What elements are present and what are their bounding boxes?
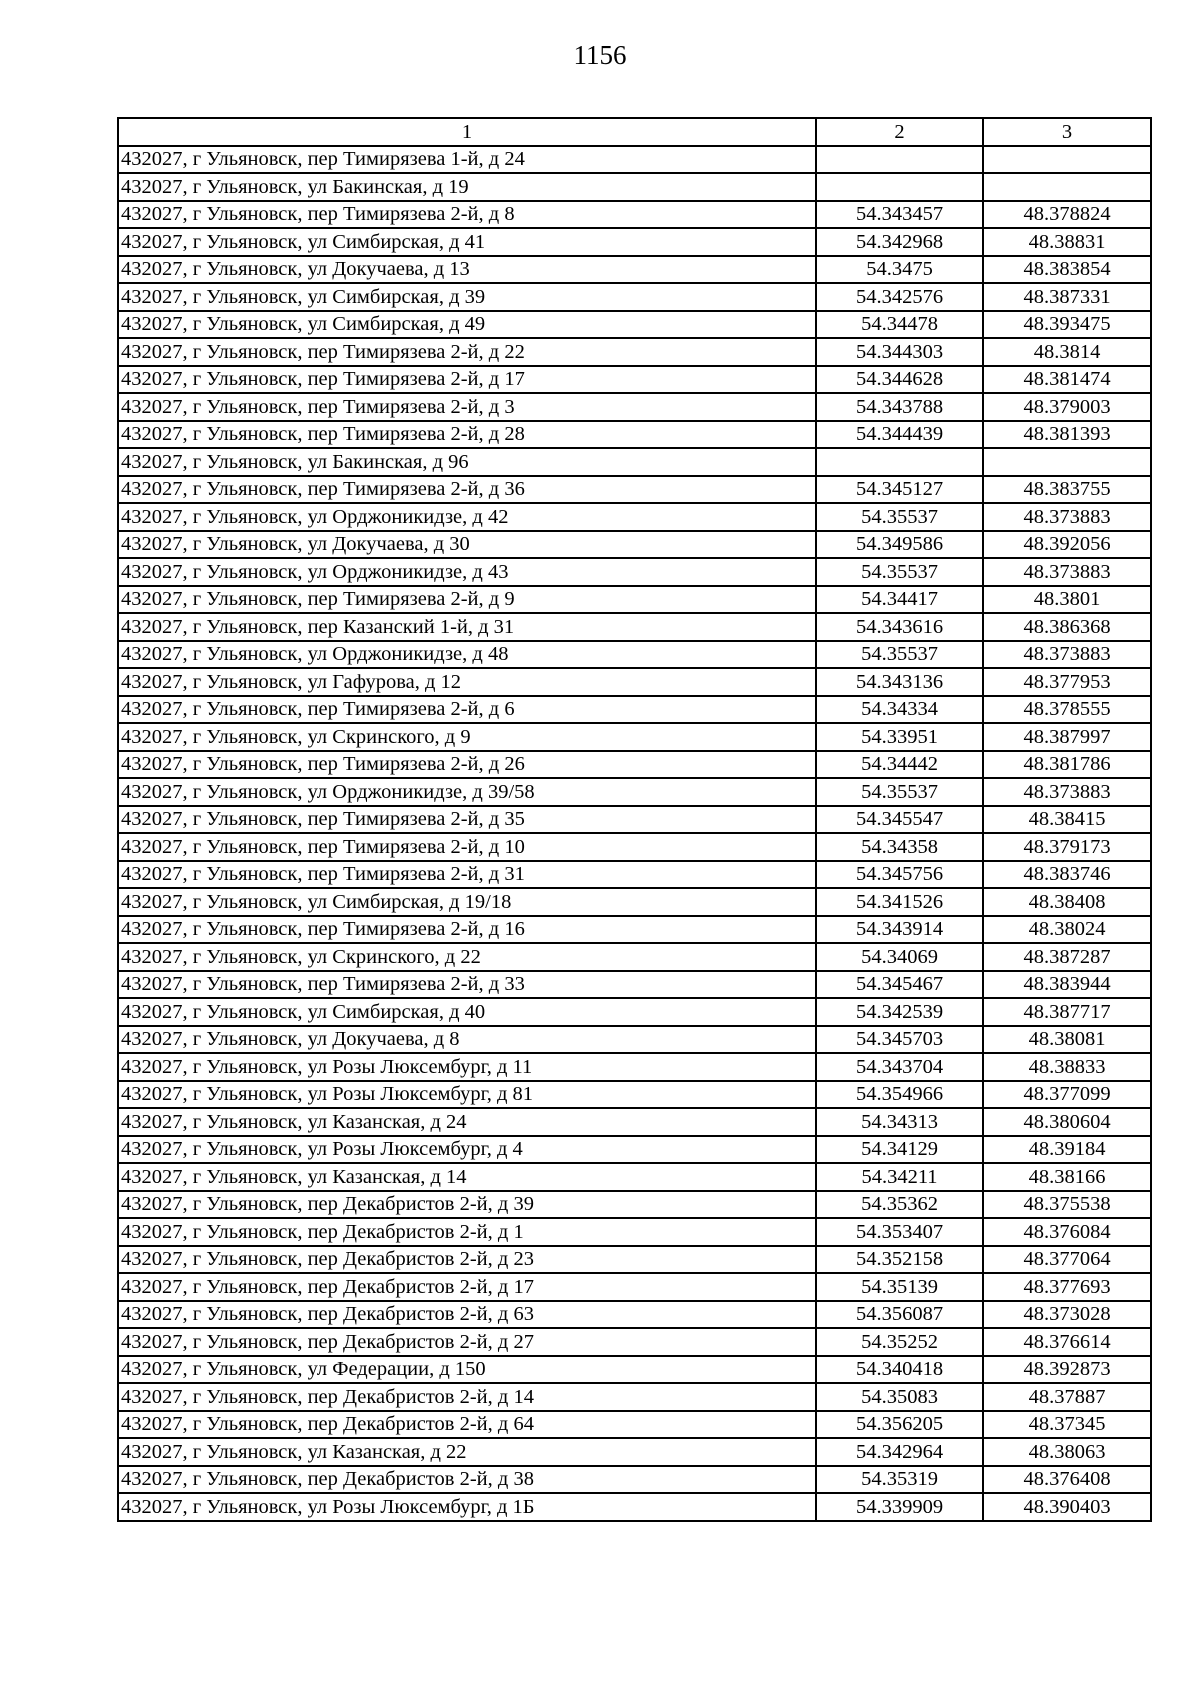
table-row [118,971,1151,999]
address-coordinates-table [117,117,1152,1522]
table-row [118,1218,1151,1246]
address-cell: 432027, г Ульяновск, ул Скринского, д 9 [118,723,816,751]
longitude-cell: 48.39184 [983,1136,1151,1164]
table-row [118,613,1151,641]
longitude-cell [983,146,1151,174]
latitude-cell: 54.35362 [816,1191,983,1219]
latitude-cell: 54.35139 [816,1273,983,1301]
table-row [118,1356,1151,1384]
table-header [118,118,1151,146]
longitude-cell: 48.373883 [983,503,1151,531]
latitude-cell: 54.34129 [816,1136,983,1164]
table-body [118,146,1151,1521]
table-row [118,1328,1151,1356]
address-cell: 432027, г Ульяновск, пер Декабристов 2-й, д 14 [118,1383,816,1411]
longitude-cell: 48.377099 [983,1081,1151,1109]
address-cell: 432027, г Ульяновск, пер Декабристов 2-й, д 17 [118,1273,816,1301]
address-cell: 432027, г Ульяновск, ул Розы Люксембург, д 11 [118,1053,816,1081]
latitude-cell: 54.345467 [816,971,983,999]
latitude-cell: 54.343616 [816,613,983,641]
table-row [118,366,1151,394]
table-row [118,228,1151,256]
longitude-cell: 48.392873 [983,1356,1151,1384]
address-cell: 432027, г Ульяновск, пер Казанский 1-й, д 31 [118,613,816,641]
longitude-cell: 48.377953 [983,668,1151,696]
address-cell: 432027, г Ульяновск, ул Докучаева, д 13 [118,256,816,284]
table-row [118,448,1151,476]
longitude-cell: 48.387997 [983,723,1151,751]
longitude-cell: 48.379173 [983,833,1151,861]
longitude-cell: 48.38415 [983,806,1151,834]
table-row [118,1273,1151,1301]
table-row [118,1163,1151,1191]
latitude-cell: 54.342576 [816,283,983,311]
latitude-cell: 54.340418 [816,1356,983,1384]
latitude-cell [816,173,983,201]
longitude-cell: 48.387331 [983,283,1151,311]
address-cell: 432027, г Ульяновск, ул Бакинская, д 19 [118,173,816,201]
latitude-cell: 54.342964 [816,1438,983,1466]
latitude-cell: 54.35537 [816,641,983,669]
latitude-cell: 54.35083 [816,1383,983,1411]
latitude-cell: 54.341526 [816,888,983,916]
latitude-cell: 54.34334 [816,696,983,724]
table-row [118,778,1151,806]
longitude-cell: 48.373883 [983,558,1151,586]
latitude-cell: 54.345547 [816,806,983,834]
column-header-3: 3 [983,118,1151,146]
longitude-cell: 48.377693 [983,1273,1151,1301]
latitude-cell: 54.34211 [816,1163,983,1191]
address-cell: 432027, г Ульяновск, ул Казанская, д 22 [118,1438,816,1466]
longitude-cell: 48.37345 [983,1411,1151,1439]
longitude-cell: 48.393475 [983,311,1151,339]
table-row [118,1108,1151,1136]
address-cell: 432027, г Ульяновск, пер Тимирязева 2-й, д 10 [118,833,816,861]
longitude-cell: 48.376408 [983,1466,1151,1494]
table-row [118,173,1151,201]
longitude-cell: 48.38833 [983,1053,1151,1081]
latitude-cell: 54.35537 [816,503,983,531]
address-cell: 432027, г Ульяновск, ул Докучаева, д 30 [118,531,816,559]
longitude-cell: 48.376084 [983,1218,1151,1246]
latitude-cell: 54.35319 [816,1466,983,1494]
address-cell: 432027, г Ульяновск, пер Тимирязева 2-й, д 33 [118,971,816,999]
table-row [118,1466,1151,1494]
longitude-cell: 48.375538 [983,1191,1151,1219]
address-cell: 432027, г Ульяновск, ул Орджоникидзе, д 42 [118,503,816,531]
latitude-cell: 54.354966 [816,1081,983,1109]
latitude-cell: 54.349586 [816,531,983,559]
latitude-cell: 54.339909 [816,1493,983,1521]
address-cell: 432027, г Ульяновск, пер Декабристов 2-й, д 64 [118,1411,816,1439]
longitude-cell: 48.381786 [983,751,1151,779]
longitude-cell: 48.38024 [983,916,1151,944]
address-cell: 432027, г Ульяновск, ул Симбирская, д 40 [118,998,816,1026]
address-cell: 432027, г Ульяновск, пер Тимирязева 2-й, д 6 [118,696,816,724]
page-number: 1156 [573,40,627,70]
table-row [118,256,1151,284]
latitude-cell [816,448,983,476]
header-row [118,118,1151,146]
latitude-cell: 54.343788 [816,393,983,421]
latitude-cell: 54.353407 [816,1218,983,1246]
table-row [118,888,1151,916]
table-row [118,1438,1151,1466]
longitude-cell: 48.38081 [983,1026,1151,1054]
longitude-cell: 48.37887 [983,1383,1151,1411]
table-row [118,1383,1151,1411]
longitude-cell: 48.378824 [983,201,1151,229]
longitude-cell: 48.38166 [983,1163,1151,1191]
address-cell: 432027, г Ульяновск, пер Тимирязева 2-й, д 35 [118,806,816,834]
address-cell: 432027, г Ульяновск, пер Декабристов 2-й, д 23 [118,1246,816,1274]
latitude-cell: 54.35252 [816,1328,983,1356]
address-cell: 432027, г Ульяновск, ул Скринского, д 22 [118,943,816,971]
address-cell: 432027, г Ульяновск, ул Розы Люксембург, д 1Б [118,1493,816,1521]
table-row [118,421,1151,449]
table-row [118,146,1151,174]
latitude-cell: 54.344628 [816,366,983,394]
table-row [118,1081,1151,1109]
latitude-cell: 54.34417 [816,586,983,614]
latitude-cell: 54.35537 [816,778,983,806]
table-row [118,283,1151,311]
latitude-cell: 54.343457 [816,201,983,229]
table-row [118,476,1151,504]
longitude-cell: 48.383746 [983,861,1151,889]
longitude-cell: 48.373883 [983,641,1151,669]
table-row [118,1136,1151,1164]
longitude-cell: 48.387287 [983,943,1151,971]
latitude-cell: 54.34069 [816,943,983,971]
address-cell: 432027, г Ульяновск, ул Казанская, д 14 [118,1163,816,1191]
latitude-cell: 54.342968 [816,228,983,256]
latitude-cell [816,146,983,174]
longitude-cell: 48.383854 [983,256,1151,284]
table-row [118,723,1151,751]
table-row [118,806,1151,834]
table-row [118,393,1151,421]
address-cell: 432027, г Ульяновск, пер Тимирязева 2-й, д 17 [118,366,816,394]
address-cell: 432027, г Ульяновск, пер Тимирязева 2-й, д 28 [118,421,816,449]
latitude-cell: 54.33951 [816,723,983,751]
address-cell: 432027, г Ульяновск, пер Декабристов 2-й, д 39 [118,1191,816,1219]
table-row [118,338,1151,366]
latitude-cell: 54.34478 [816,311,983,339]
address-cell: 432027, г Ульяновск, ул Докучаева, д 8 [118,1026,816,1054]
table-row [118,531,1151,559]
table-row [118,1246,1151,1274]
address-cell: 432027, г Ульяновск, ул Орджоникидзе, д 43 [118,558,816,586]
address-cell: 432027, г Ульяновск, пер Тимирязева 1-й, д 24 [118,146,816,174]
column-header-2: 2 [816,118,983,146]
latitude-cell: 54.343704 [816,1053,983,1081]
longitude-cell: 48.383944 [983,971,1151,999]
address-cell: 432027, г Ульяновск, ул Орджоникидзе, д 39/58 [118,778,816,806]
longitude-cell: 48.378555 [983,696,1151,724]
longitude-cell [983,173,1151,201]
table-row [118,1301,1151,1329]
address-cell: 432027, г Ульяновск, пер Тимирязева 2-й, д 16 [118,916,816,944]
address-cell: 432027, г Ульяновск, пер Тимирязева 2-й, д 31 [118,861,816,889]
address-cell: 432027, г Ульяновск, ул Казанская, д 24 [118,1108,816,1136]
latitude-cell: 54.35537 [816,558,983,586]
address-cell: 432027, г Ульяновск, ул Гафурова, д 12 [118,668,816,696]
latitude-cell: 54.356087 [816,1301,983,1329]
latitude-cell: 54.344439 [816,421,983,449]
table-row [118,861,1151,889]
latitude-cell: 54.356205 [816,1411,983,1439]
address-cell: 432027, г Ульяновск, пер Тимирязева 2-й, д 3 [118,393,816,421]
latitude-cell: 54.34442 [816,751,983,779]
address-cell: 432027, г Ульяновск, пер Декабристов 2-й, д 1 [118,1218,816,1246]
longitude-cell: 48.381474 [983,366,1151,394]
table-row [118,1493,1151,1521]
table-row [118,916,1151,944]
longitude-cell: 48.377064 [983,1246,1151,1274]
address-cell: 432027, г Ульяновск, пер Тимирязева 2-й, д 22 [118,338,816,366]
latitude-cell: 54.344303 [816,338,983,366]
address-cell: 432027, г Ульяновск, ул Симбирская, д 39 [118,283,816,311]
table-row [118,1053,1151,1081]
longitude-cell: 48.380604 [983,1108,1151,1136]
address-cell: 432027, г Ульяновск, пер Тимирязева 2-й, д 36 [118,476,816,504]
address-cell: 432027, г Ульяновск, ул Федерации, д 150 [118,1356,816,1384]
column-header-1: 1 [118,118,816,146]
address-cell: 432027, г Ульяновск, ул Орджоникидзе, д 48 [118,641,816,669]
longitude-cell: 48.38408 [983,888,1151,916]
longitude-cell: 48.386368 [983,613,1151,641]
latitude-cell: 54.345127 [816,476,983,504]
address-cell: 432027, г Ульяновск, ул Симбирская, д 41 [118,228,816,256]
table-row [118,833,1151,861]
table-row [118,1411,1151,1439]
table-row [118,641,1151,669]
longitude-cell [983,448,1151,476]
table-row [118,1026,1151,1054]
address-cell: 432027, г Ульяновск, пер Тимирязева 2-й, д 8 [118,201,816,229]
latitude-cell: 54.3475 [816,256,983,284]
latitude-cell: 54.343136 [816,668,983,696]
address-cell: 432027, г Ульяновск, пер Декабристов 2-й, д 27 [118,1328,816,1356]
latitude-cell: 54.34358 [816,833,983,861]
longitude-cell: 48.373028 [983,1301,1151,1329]
table-row [118,503,1151,531]
address-cell: 432027, г Ульяновск, пер Тимирязева 2-й, д 9 [118,586,816,614]
longitude-cell: 48.383755 [983,476,1151,504]
latitude-cell: 54.343914 [816,916,983,944]
latitude-cell: 54.345756 [816,861,983,889]
table-row [118,998,1151,1026]
address-cell: 432027, г Ульяновск, пер Тимирязева 2-й, д 26 [118,751,816,779]
longitude-cell: 48.373883 [983,778,1151,806]
address-cell: 432027, г Ульяновск, ул Розы Люксембург, д 4 [118,1136,816,1164]
table-row [118,1191,1151,1219]
longitude-cell: 48.38831 [983,228,1151,256]
address-cell: 432027, г Ульяновск, ул Розы Люксембург, д 81 [118,1081,816,1109]
table-row [118,201,1151,229]
latitude-cell: 54.342539 [816,998,983,1026]
longitude-cell: 48.38063 [983,1438,1151,1466]
longitude-cell: 48.3814 [983,338,1151,366]
address-cell: 432027, г Ульяновск, ул Бакинская, д 96 [118,448,816,476]
table-row [118,558,1151,586]
longitude-cell: 48.392056 [983,531,1151,559]
table-row [118,668,1151,696]
table-row [118,586,1151,614]
address-cell: 432027, г Ульяновск, пер Декабристов 2-й, д 38 [118,1466,816,1494]
longitude-cell: 48.390403 [983,1493,1151,1521]
longitude-cell: 48.381393 [983,421,1151,449]
table-row [118,696,1151,724]
longitude-cell: 48.376614 [983,1328,1151,1356]
latitude-cell: 54.34313 [816,1108,983,1136]
table-row [118,943,1151,971]
longitude-cell: 48.387717 [983,998,1151,1026]
address-cell: 432027, г Ульяновск, пер Декабристов 2-й, д 63 [118,1301,816,1329]
table-row [118,751,1151,779]
latitude-cell: 54.345703 [816,1026,983,1054]
longitude-cell: 48.3801 [983,586,1151,614]
table-row [118,311,1151,339]
address-cell: 432027, г Ульяновск, ул Симбирская, д 19/18 [118,888,816,916]
address-cell: 432027, г Ульяновск, ул Симбирская, д 49 [118,311,816,339]
latitude-cell: 54.352158 [816,1246,983,1274]
longitude-cell: 48.379003 [983,393,1151,421]
